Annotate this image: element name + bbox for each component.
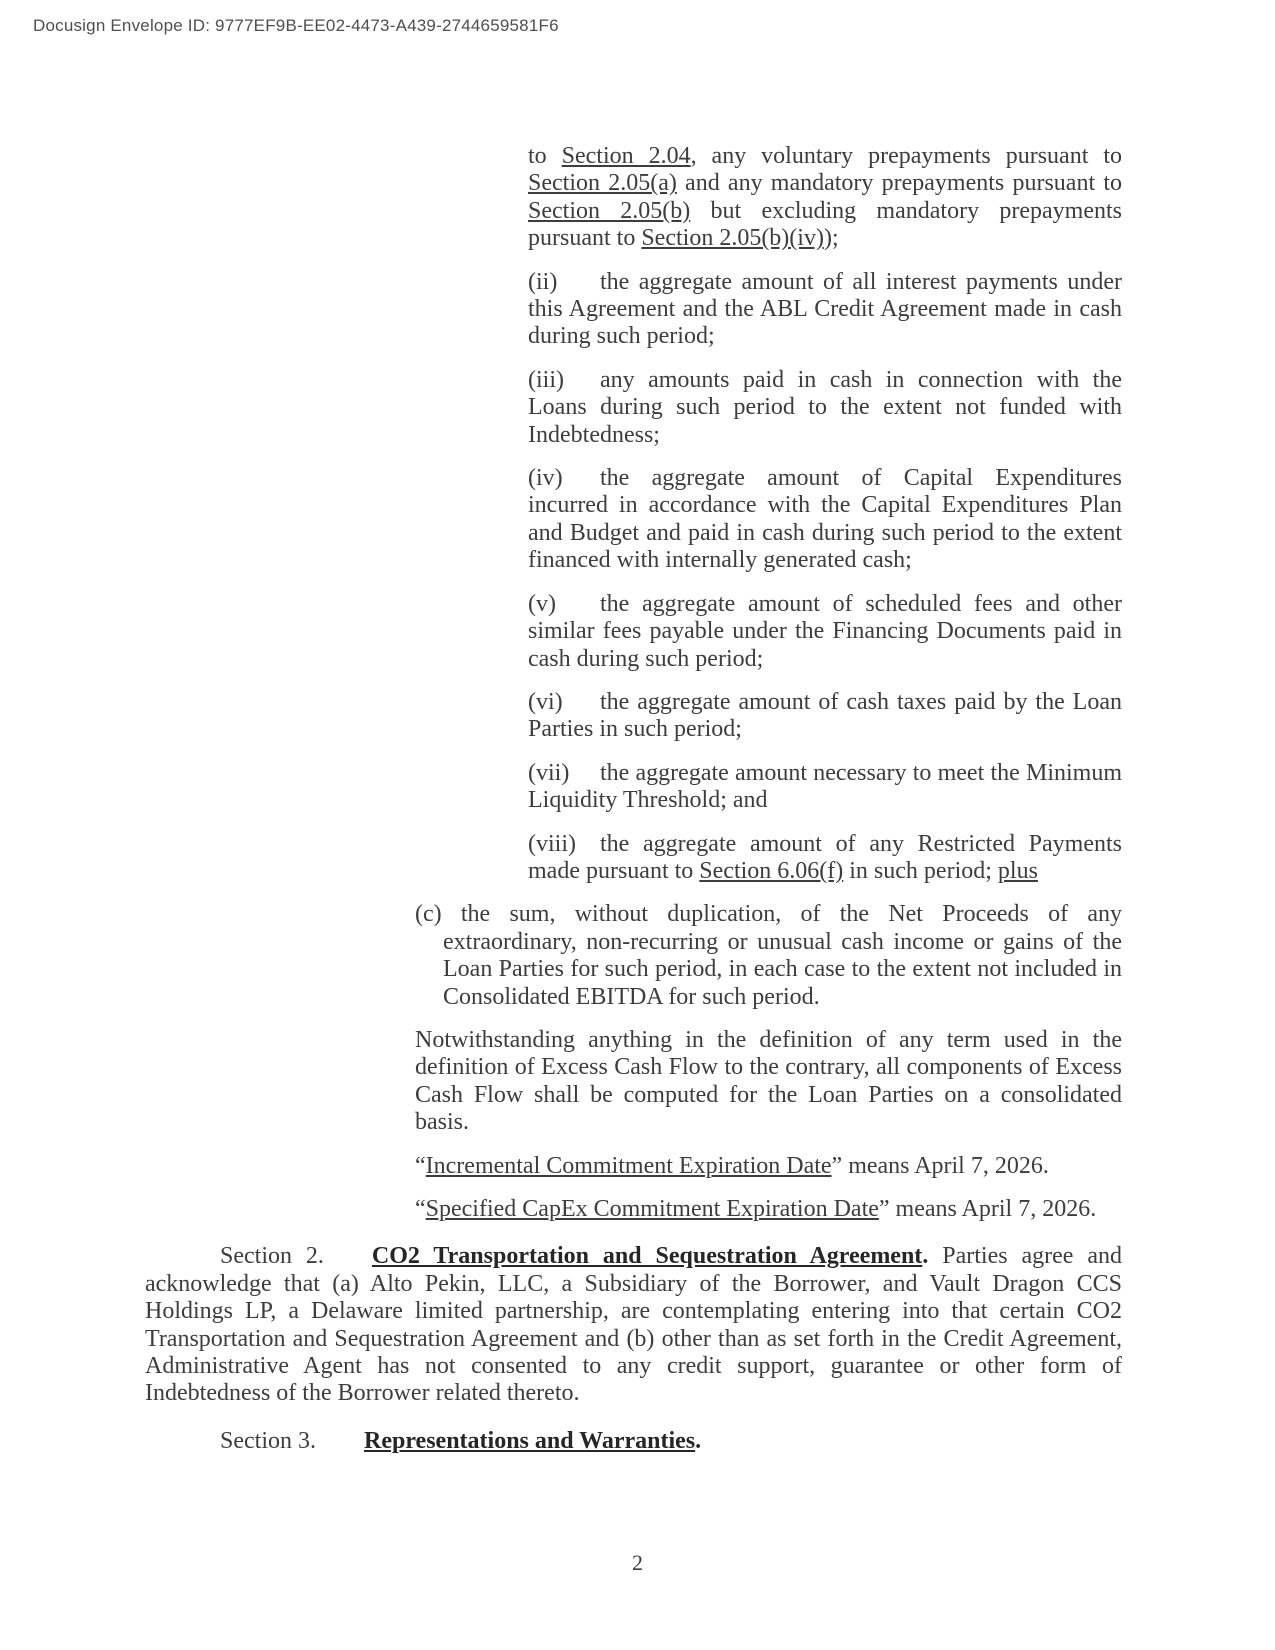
text-run: the aggregate amount of any Restricted Payments made pursuant to (528, 830, 1122, 884)
document-body (145, 143, 1122, 1471)
text-run: Section 2.04 (561, 143, 691, 169)
text-run: but excluding mandatory prepayments pursuant to (528, 197, 1122, 252)
text-run: Section 6.06(f) (699, 857, 844, 884)
section-2-paragraph (145, 1243, 1122, 1407)
text-run: Parties agree and acknowledge that (a) Alto Pekin, LLC, a Subsidiary of the Borrower, and Vault Dragon CCS Holdings LP, a Delaware limited partnership, are contemplating entering into that certain CO2 Transportation and Sequestration Agreement and (b) other than as set forth in the Credit Agreement, Administrative Agent has not consented to any credit support, guarantee or other form of Indebtedness of the Borrower related thereto. (145, 1243, 1123, 1407)
text-run: “ (415, 1196, 426, 1222)
excess-cash-flow-note (415, 1027, 1122, 1137)
definition-specified-capex-commitment-expiration-date (415, 1196, 1122, 1223)
clause-ii (528, 269, 1122, 351)
text-run: the aggregate amount necessary to meet the Minimum Liquidity Threshold; and (528, 759, 1122, 814)
clause-iv (528, 465, 1122, 575)
list-marker: (v) (528, 590, 556, 617)
clause-v (528, 591, 1122, 673)
text-run: Representations and Warranties (364, 1427, 696, 1454)
text-run: Section 2.05(b)(iv) (641, 225, 824, 252)
list-marker: (vii) (528, 759, 570, 786)
text-run: ” means April 7, 2026. (878, 1196, 1097, 1222)
list-marker: (ii) (528, 268, 558, 295)
text-run: and any mandatory prepayments pursuant to (676, 170, 1122, 197)
text-run: Specified CapEx Commitment Expiration Date (425, 1196, 879, 1222)
text-run: CO2 Transportation and Sequestration Agreement (371, 1243, 923, 1270)
text-run: Section 2.05(a) (528, 170, 677, 197)
list-marker: (vi) (528, 688, 563, 715)
text-run: the aggregate amount of cash taxes paid by the Loan Parties in such period; (528, 688, 1122, 743)
clause-c (415, 901, 1122, 1011)
docusign-envelope-id: Docusign Envelope ID: 9777EF9B-EE02-4473-A439-2744659581F6 (33, 16, 559, 35)
clause-iii (528, 367, 1122, 449)
list-marker: (iii) (528, 366, 564, 393)
clause-vii (528, 760, 1122, 815)
definition-incremental-commitment-expiration-date (415, 1153, 1122, 1180)
text-run: (c) (415, 901, 461, 928)
text-run: the aggregate amount of all interest payments under this Agreement and the ABL Credit Agreement made in cash during such period; (528, 268, 1122, 350)
text-run: , any voluntary prepayments pursuant to (690, 143, 1122, 169)
text-run: Section 2.05(b) (528, 197, 691, 224)
page-number: 2 (632, 1550, 643, 1575)
text-run: any amounts paid in cash in connection with the Loans during such period to the extent not funded with Indebtedness; (528, 366, 1122, 448)
text-run: Section 3. (220, 1427, 316, 1454)
text-run: Notwithstanding anything in the definition of any term used in the definition of Excess Cash Flow to the contrary, all components of Excess Cash Flow shall be computed for the Loan Parties on a consolidated basis. (415, 1026, 1122, 1136)
text-run: plus (997, 857, 1038, 884)
text-run: . (922, 1243, 929, 1270)
list-marker: (viii) (528, 830, 576, 857)
text-run: the aggregate amount of scheduled fees and other similar fees payable under the Financing Documents paid in cash during such period; (528, 590, 1122, 672)
text-run: Section 2. (220, 1243, 324, 1270)
text-run: the sum, without duplication, of the Net Proceeds of any extraordinary, non-recurring or unusual cash income or gains of the Loan Parties for such period, in each case to the extent not included in Consolidated EBITDA for such period. (443, 901, 1122, 1010)
section-3-paragraph (145, 1428, 1122, 1455)
text-run: in such period; (843, 857, 998, 884)
clause-viii (528, 831, 1122, 886)
text-run: ); (823, 225, 839, 252)
list-marker: (iv) (528, 465, 563, 492)
text-run: “ (415, 1152, 426, 1179)
clause-i-continuation (528, 143, 1122, 253)
text-run: to (528, 143, 562, 169)
text-run: . (695, 1427, 702, 1454)
text-run: the aggregate amount of Capital Expenditures incurred in accordance with the Capital Expenditures Plan and Budget and paid in cash during such period to the extent financed with internally generated cash; (528, 465, 1122, 574)
clause-vi (528, 689, 1122, 744)
text-run: ” means April 7, 2026. (831, 1152, 1049, 1179)
text-run: Incremental Commitment Expiration Date (425, 1152, 832, 1179)
